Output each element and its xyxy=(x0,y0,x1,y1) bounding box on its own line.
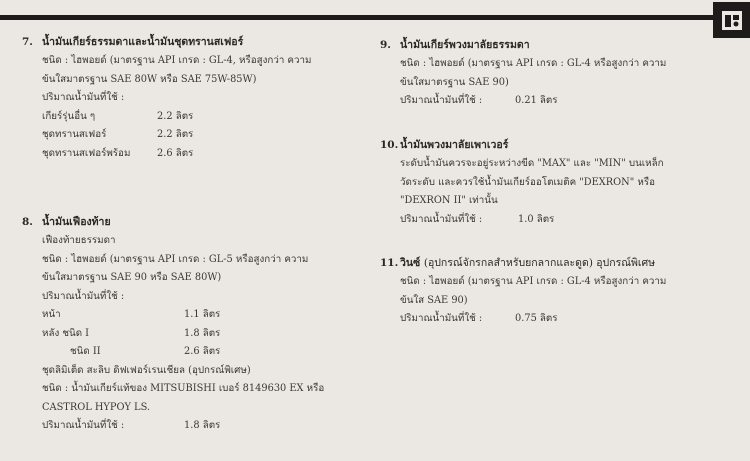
spec-line: ชนิด : ไฮพอยด์ (มาตรฐาน API เกรด : GL-5 หรือสูงกว่า ความ xyxy=(42,253,309,265)
quantity-label: ปริมาณน้ำมันที่ใช้ : xyxy=(400,313,483,324)
quantity-row xyxy=(42,306,362,325)
quantity-value: 1.1 ลิตร xyxy=(184,309,221,320)
spec-line: ชนิด : ไฮพอยด์ (มาตรฐาน API เกรด : GL-4 หรือสูงกว่า ความ xyxy=(400,58,667,69)
quantity-label: ปริมาณน้ำมันที่ใช้ : xyxy=(42,92,125,103)
quantity-item: หลัง ชนิด I xyxy=(42,327,90,339)
quantity-label: ปริมาณน้ำมันที่ใช้ : xyxy=(400,213,483,225)
section-9-heading xyxy=(380,36,710,55)
spec-line: ข้นใสมาตรฐาน SAE 90 หรือ SAE 80W) xyxy=(42,272,222,283)
section-number: 10. xyxy=(380,139,399,151)
section-title: น้ำมันพวงมาลัยเพาเวอร์ xyxy=(400,139,509,151)
section-8-heading xyxy=(22,213,362,232)
quantity-item: เกียร์รุ่นอื่น ๆ xyxy=(42,110,96,122)
section-9 xyxy=(380,36,710,111)
spec-line: CASTROL HYPOY LS. xyxy=(42,401,151,413)
quantity-value: 1.8 ลิตร xyxy=(184,420,221,431)
spec-line: ชนิด : ไฮพอยด์ (มาตรฐาน API เกรด : GL-4 หรือสูงกว่า ความ xyxy=(400,276,667,287)
section-7-heading xyxy=(22,33,362,52)
section-number: 8. xyxy=(22,216,33,228)
quantity-value: 2.2 ลิตร xyxy=(157,129,194,140)
spec-line: ชนิด : น้ำมันเกียร์แท้ของ MITSUBISHI เบอร์ 8149630 EX หรือ xyxy=(42,383,325,394)
quantity-label: ปริมาณน้ำมันที่ใช้ : xyxy=(400,95,483,106)
quantity-value: 1.8 ลิตร xyxy=(184,327,221,339)
section-number: 11. xyxy=(380,257,399,269)
spec-line: วัดระดับ และควรใช้น้ำมันเกียร์ออโตเมติค "DEXRON" หรือ xyxy=(400,176,655,188)
quantity-label: ปริมาณน้ำมันที่ใช้ : xyxy=(42,420,125,431)
section-10 xyxy=(380,136,710,229)
section-title: น้ำมันเกียร์พวงมาลัยธรรมดา xyxy=(400,39,530,51)
quantity-item: ชนิด II xyxy=(70,346,101,357)
quantity-value: 2.2 ลิตร xyxy=(157,110,194,122)
quantity-row xyxy=(42,325,362,344)
spec-line: ชนิด : ไฮพอยด์ (มาตรฐาน API เกรด : GL-4, หรือสูงกว่า ความ xyxy=(42,55,312,66)
spec-line: ข้นใสมาตรฐาน SAE 90) xyxy=(400,76,509,88)
quantity-value: 0.21 ลิตร xyxy=(515,95,558,106)
quantity-item: ชุดทรานสเฟอร์พร้อม xyxy=(42,147,131,159)
spec-line: ชุดลิมิเต็ด สะลิบ ดิฟเฟอร์เรนเชียล (อุปกรณ์พิเศษ) xyxy=(42,364,251,376)
quantity-value: 1.0 ลิตร xyxy=(518,213,555,225)
section-11 xyxy=(380,254,710,329)
quantity-value: 0.75 ลิตร xyxy=(515,313,558,324)
section-11-heading xyxy=(380,254,710,273)
quantity-label: ปริมาณน้ำมันที่ใช้ : xyxy=(42,290,125,302)
spec-line: เฟืองท้ายธรรมดา xyxy=(42,235,116,246)
spec-line: "DEXRON II" เท่านั้น xyxy=(400,195,498,206)
quantity-row xyxy=(400,310,710,329)
quantity-row xyxy=(42,417,362,436)
header-rule xyxy=(0,15,713,20)
section-title: วินซ์ xyxy=(400,257,421,269)
quantity-row xyxy=(400,92,710,111)
section-7 xyxy=(22,33,362,163)
spec-line: ระดับน้ำมันควรจะอยู่ระหว่างขีด "MAX" และ "MIN" บนเหล็ก xyxy=(400,158,664,169)
quantity-row xyxy=(42,145,362,164)
section-title: น้ำมันเกียร์ธรรมดาและน้ำมันชุดทรานสเฟอร์ xyxy=(42,36,244,48)
section-subtitle: (อุปกรณ์จักรกลสำหรับยกลากและดูด) อุปกรณ์พิเศษ xyxy=(423,257,656,269)
quantity-value: 2.6 ลิตร xyxy=(157,147,194,159)
spec-line: ข้นใส SAE 90) xyxy=(400,294,468,306)
quantity-item: หน้า xyxy=(42,309,61,320)
section-title: น้ำมันเฟืองท้าย xyxy=(42,216,111,228)
section-8 xyxy=(22,213,362,436)
quantity-row xyxy=(400,211,710,230)
quantity-row xyxy=(42,343,362,362)
maintenance-section-icon xyxy=(713,2,750,38)
section-number: 7. xyxy=(22,36,33,48)
quantity-item: ชุดทรานสเฟอร์ xyxy=(42,129,107,140)
section-number: 9. xyxy=(380,39,391,51)
spec-line: ข้นใสมาตรฐาน SAE 80W หรือ SAE 75W-85W) xyxy=(42,73,257,85)
section-10-heading xyxy=(380,136,710,155)
quantity-row xyxy=(42,108,362,127)
quantity-value: 2.6 ลิตร xyxy=(184,346,221,357)
quantity-row xyxy=(42,126,362,145)
